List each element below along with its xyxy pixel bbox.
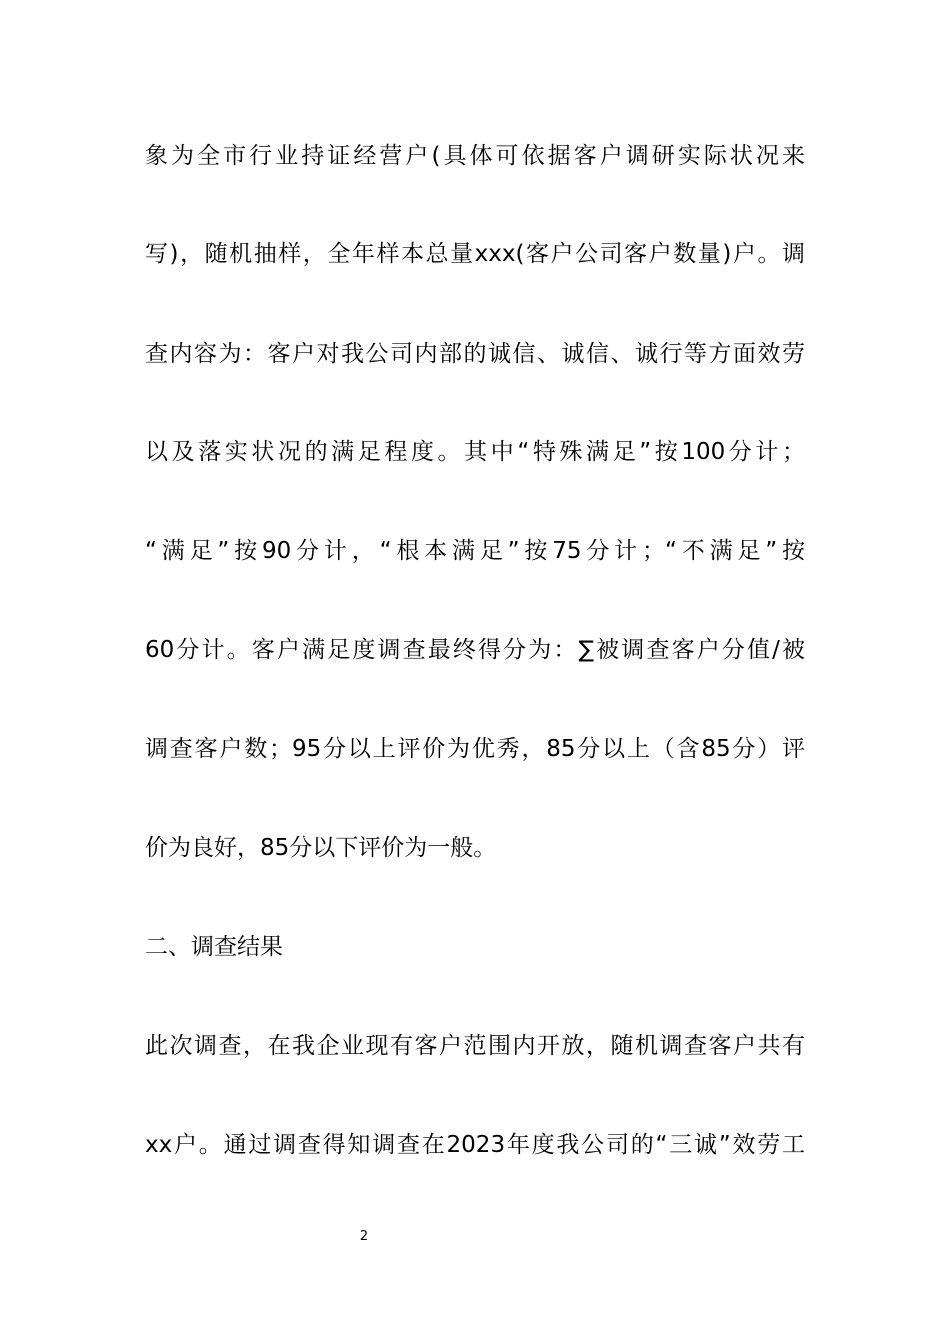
body-text-line: 写)，随机抽样，全年样本总量xxx(客户公司客户数量)户。调 (145, 241, 805, 267)
body-text-line: 60分计。客户满足度调查最终得分为：∑被调查客户分值/被 (145, 637, 805, 663)
body-text-line: “满足”按90分计，“根本满足”按75分计；“不满足”按 (145, 538, 805, 564)
section-heading: 二、调查结果 (145, 934, 283, 960)
body-text-line: 价为良好，85分以下评价为一般。 (145, 835, 497, 861)
body-text-line: 象为全市行业持证经营户(具体可依据客户调研实际状况来 (145, 143, 805, 169)
body-text-line: 此次调查，在我企业现有客户范围内开放，随机调查客户共有 (145, 1033, 805, 1059)
body-text-line: 查内容为：客户对我公司内部的诚信、诚信、诚行等方面效劳 (145, 341, 805, 367)
body-text-line: xx户。通过调查得知调查在2023年度我公司的“三诚”效劳工 (145, 1132, 805, 1158)
body-text-line: 以及落实状况的满足程度。其中“特殊满足”按100分计； (145, 439, 805, 465)
page-number: 2 (359, 1229, 369, 1244)
body-text-line: 调查客户数；95分以上评价为优秀，85分以上（含85分）评 (145, 736, 805, 762)
